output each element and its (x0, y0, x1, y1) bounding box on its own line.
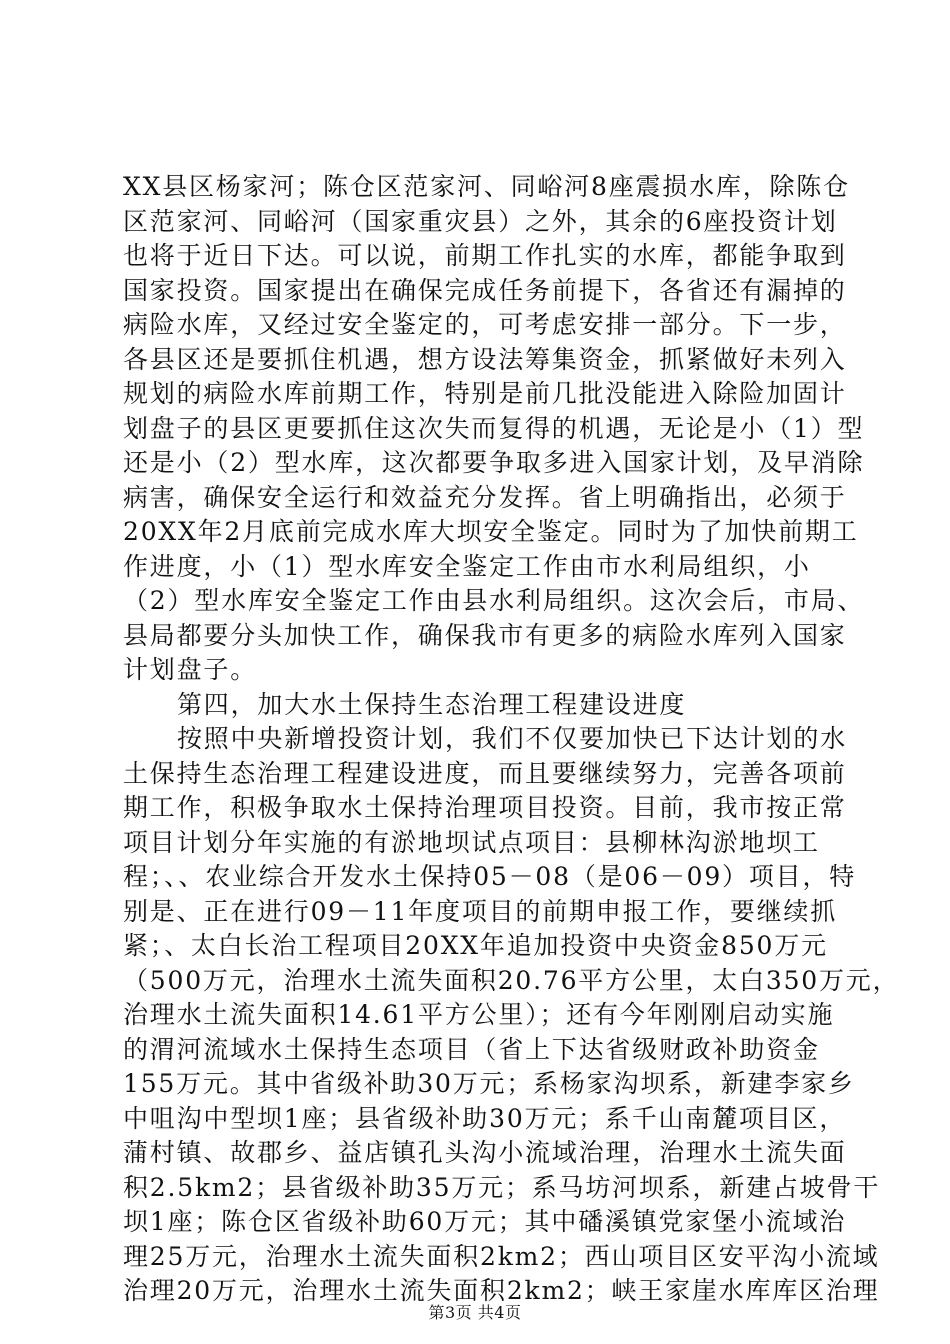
text-line: 划盘子的县区更要抓住这次失而复得的机遇，无论是小（1）型 (123, 413, 865, 443)
section-heading: 第四，加大水土保持生态治理工程建设进度 (177, 689, 687, 719)
text-line: 计划盘子。 (123, 655, 258, 684)
text-line: 县局都要分头加快工作，确保我市有更多的病险水库列入国家 (123, 620, 847, 650)
text-line: 区范家河、同峪河（国家重灾县）之外，其余的6座投资计划 (123, 206, 838, 236)
text-line: 治理20万元，治理水土流失面积2km2；峡王家崖水库库区治理 (123, 1276, 880, 1305)
text-line: （500万元，治理水土流失面积20.76平方公里，太白350万元， (123, 965, 900, 995)
text-line: 病险水库，又经过安全鉴定的，可考虑安排一部分。下一步， (123, 310, 847, 339)
body-text (123, 170, 900, 1309)
text-line: 土保持生态治理工程建设进度，而且要继续努力，完善各项前 (123, 758, 847, 788)
text-line: 155万元。其中省级补助30万元；系杨家沟坝系，新建李家乡 (123, 1069, 855, 1098)
text-line: 规划的病险水库前期工作，特别是前几批没能进入除险加固计 (123, 379, 847, 408)
text-line: 20XX年2月底前完成水库大坝安全鉴定。同时为了加快前期工 (123, 517, 859, 546)
text-line: 紧；、太白长治工程项目20XX年追加投资中央资金850万元 (123, 931, 828, 960)
text-line: （2）型水库安全鉴定工作由县水利局组织。这次会后，市局、 (123, 586, 865, 615)
text-line: 蒲村镇、故郡乡、益店镇孔头沟小流域治理，治理水土流失面 (123, 1138, 847, 1167)
text-line: 积2.5km2；县省级补助35万元；系马坊河坝系，新建占坡骨干 (123, 1172, 881, 1202)
paragraph-first-line: 按照中央新增投资计划，我们不仅要加快已下达计划的水 (177, 724, 848, 753)
text-line: 也将于近日下达。可以说，前期工作扎实的水库，都能争取到 (123, 241, 847, 270)
text-line: 期工作，积极争取水土保持治理项目投资。目前，我市按正常 (123, 793, 847, 822)
text-line: 坝1座；陈仓区省级补助60万元；其中磻溪镇党家堡小流域治 (123, 1207, 847, 1236)
text-line: 别是、正在进行09－11年度项目的前期申报工作，要继续抓 (123, 896, 838, 926)
text-line: 作进度，小（1）型水库安全鉴定工作由市水利局组织，小 (123, 551, 811, 581)
page-number-footer: 第3页 共4页 (428, 1303, 522, 1322)
text-line: 治理水土流失面积14.61平方公里）；还有今年刚刚启动实施 (123, 1000, 835, 1029)
text-line: 国家投资。国家提出在确保完成任务前提下，各省还有漏掉的 (123, 275, 847, 305)
text-line: 程；、、农业综合开发水土保持05－08（是06－09）项目，特 (123, 862, 857, 891)
text-line: 项目计划分年实施的有淤地坝试点项目：县柳林沟淤地坝工 (123, 827, 820, 857)
text-line: 理25万元，治理水土流失面积2km2；西山项目区安平沟小流域 (123, 1241, 880, 1271)
text-line: XX县区杨家河；陈仓区范家河、同峪河8座震损水库，除陈仓 (123, 172, 850, 201)
text-line: 中咀沟中型坝1座；县省级补助30万元；系千山南麓项目区， (123, 1103, 847, 1133)
text-line: 病害，确保安全运行和效益充分发挥。省上明确指出，必须于 (123, 482, 847, 512)
text-line: 各县区还是要抓住机遇，想方设法筹集资金，抓紧做好未列入 (123, 344, 847, 374)
text-line: 还是小（2）型水库，这次都要争取多进入国家计划，及早消除 (123, 448, 865, 477)
text-line: 的渭河流域水土保持生态项目（省上下达省级财政补助资金 (123, 1034, 820, 1064)
